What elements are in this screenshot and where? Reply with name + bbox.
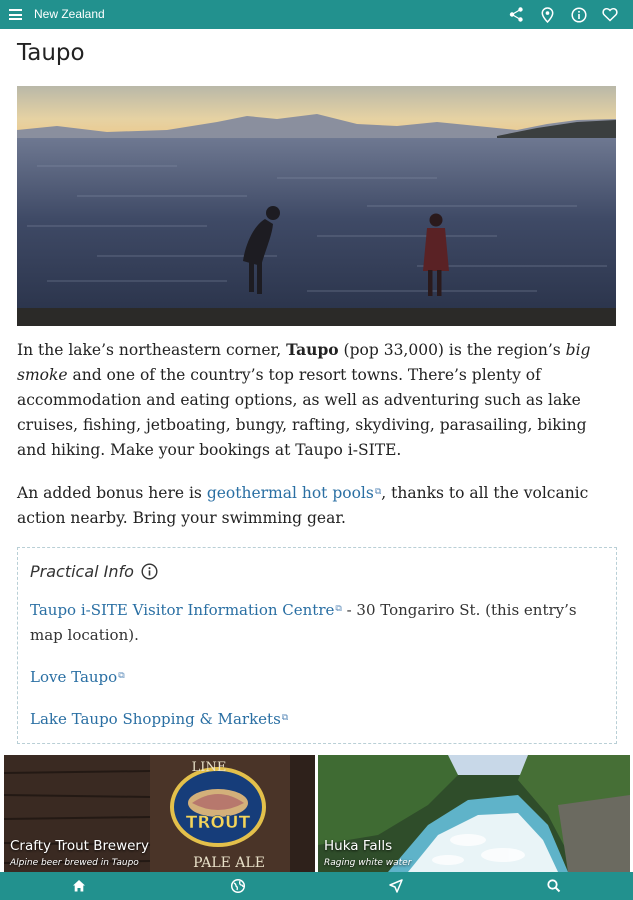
geothermal-hot-pools-link[interactable]: geothermal hot pools bbox=[206, 484, 374, 502]
visitor-centre-link[interactable]: Taupo i-SITE Visitor Information Centre bbox=[30, 601, 335, 619]
menu-icon[interactable] bbox=[9, 9, 22, 20]
brewery-image bbox=[4, 755, 315, 872]
app-title: New Zealand bbox=[34, 7, 105, 21]
location-pin-icon[interactable] bbox=[538, 5, 557, 24]
external-link-icon: ⧉ bbox=[335, 604, 342, 614]
external-link-icon: ⧉ bbox=[118, 671, 125, 681]
external-link-icon: ⧉ bbox=[374, 487, 382, 497]
intro-text-3: and one of the country’s top resort towns. There’s plenty of accommodation and eating options, as well as adventuring such as lake cruises, fishing, jetboating, bungy, rafting, skydiving, parasailing, biking and hiking. Make your bookings at Taupo i-SITE. bbox=[17, 366, 587, 459]
place-name-bold: Taupo bbox=[286, 340, 339, 359]
info-entry-love-taupo bbox=[30, 664, 605, 690]
heart-icon[interactable] bbox=[600, 5, 619, 24]
search-icon[interactable] bbox=[546, 878, 562, 894]
globe-icon[interactable] bbox=[230, 878, 246, 894]
intro-text-2: (pop 33,000) is the region’s bbox=[338, 341, 566, 359]
navigation-icon[interactable] bbox=[388, 878, 404, 894]
bonus-text-2: , thanks to all the volcanic action nearby. Bring your swimming gear. bbox=[17, 484, 589, 527]
info-circle-icon[interactable] bbox=[141, 563, 158, 580]
top-app-bar bbox=[0, 0, 633, 29]
info-entry-visitor-centre bbox=[30, 597, 605, 648]
home-icon[interactable] bbox=[71, 878, 87, 894]
bonus-paragraph bbox=[17, 480, 617, 531]
page-title: Taupo bbox=[17, 40, 85, 66]
info-icon[interactable] bbox=[569, 5, 588, 24]
share-icon[interactable] bbox=[507, 5, 526, 24]
external-link-icon: ⧉ bbox=[281, 713, 289, 723]
bonus-text-1: An added bonus here is bbox=[17, 484, 207, 502]
card-subtitle: Alpine beer brewed in Taupo bbox=[10, 858, 139, 868]
logo-word-pale-ale: PALE ALE bbox=[193, 855, 265, 871]
logo-word-line: LINE bbox=[191, 760, 227, 775]
shopping-markets-link[interactable]: Lake Taupo Shopping & Markets bbox=[30, 710, 281, 728]
card-huka-falls[interactable] bbox=[318, 755, 630, 872]
intro-paragraph bbox=[17, 337, 617, 463]
info-entry-shopping bbox=[30, 706, 605, 732]
logo-word-trout: TROUT bbox=[185, 813, 251, 833]
top-actions bbox=[507, 5, 619, 24]
card-subtitle: Raging white water bbox=[324, 858, 412, 868]
huka-falls-image bbox=[318, 755, 630, 872]
practical-info-heading bbox=[30, 562, 158, 581]
practical-info-box bbox=[17, 547, 617, 744]
love-taupo-link[interactable]: Love Taupo bbox=[30, 668, 118, 686]
hero-image bbox=[17, 86, 616, 326]
practical-info-title: Practical Info bbox=[30, 562, 134, 581]
card-crafty-trout-brewery[interactable] bbox=[4, 755, 315, 872]
card-title: Huka Falls bbox=[324, 838, 393, 854]
intro-text-1: In the lake’s northeastern corner, bbox=[17, 341, 287, 359]
intro-italic: big smoke bbox=[17, 341, 591, 384]
visitor-centre-address: - 30 Tongariro St. (this entry’s map location). bbox=[30, 601, 577, 644]
bottom-nav-bar bbox=[0, 872, 633, 900]
card-title: Crafty Trout Brewery bbox=[10, 838, 149, 854]
